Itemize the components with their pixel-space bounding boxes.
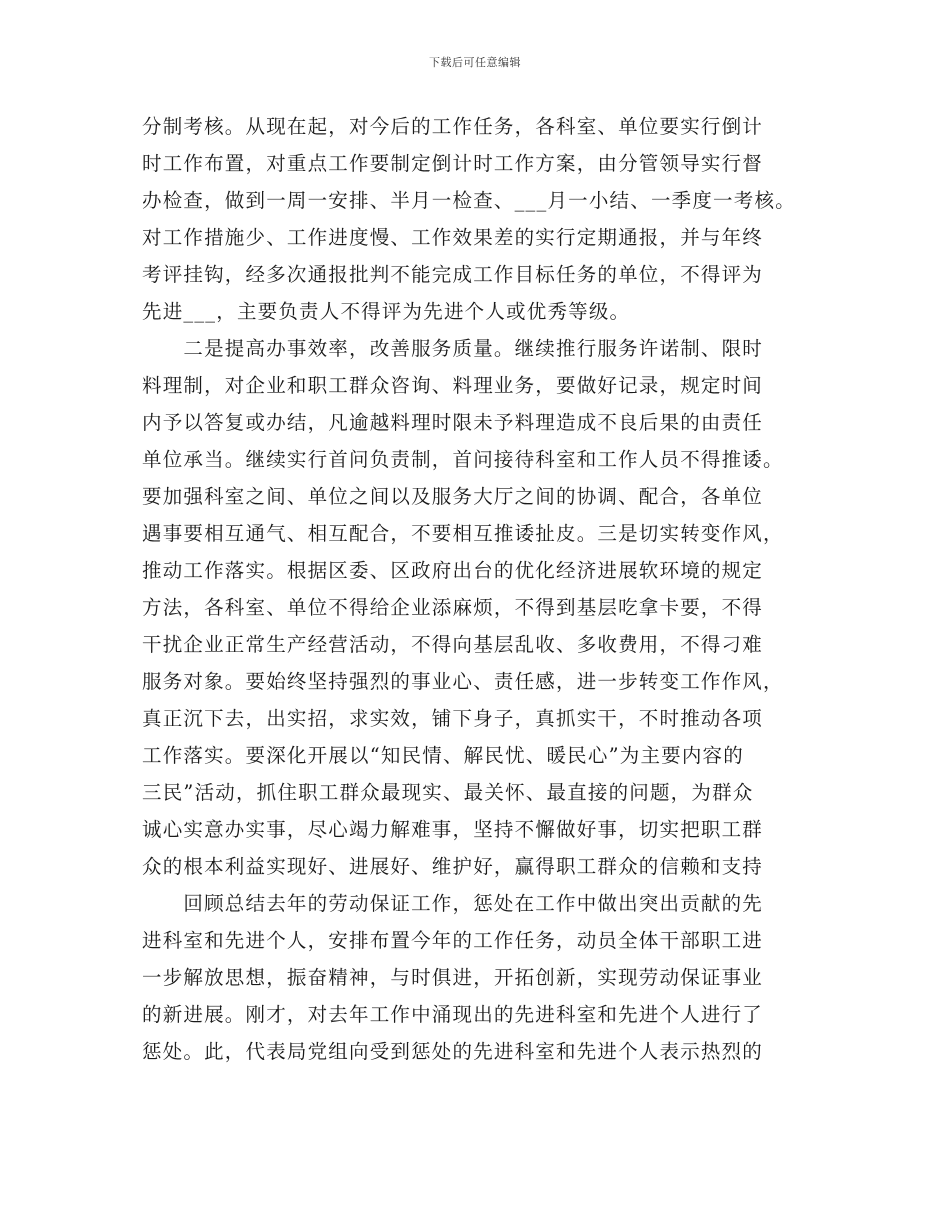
text-line: 工作落实。要深化开展以“知民情、解民忧、暖民心”为主要内容的 (142, 744, 744, 767)
text-line: 方法，各科室、单位不得给企业添麻烦，不得到基层吃拿卡要，不得 (142, 596, 764, 619)
text-line: 对工作措施少、工作进度慢、工作效果差的实行定期通报，并与年终 (142, 226, 764, 249)
text-line: 进科室和先进个人，安排布置今年的工作任务，动员全体干部职工进 (142, 929, 764, 952)
text-line: 要加强科室之间、单位之间以及服务大厅之间的协调、配合，各单位 (142, 485, 764, 508)
text-line: 时工作布置，对重点工作要制定倒计时工作方案，由分管领导实行督 (142, 152, 764, 175)
text-line: 二是提高办事效率，改善服务质量。继续推行服务许诺制、限时 (142, 337, 764, 360)
text-line: 内予以答复或办结，凡逾越料理时限未予料理造成不良后果的由责任 (142, 411, 764, 434)
text-line: 分制考核。从现在起，对今后的工作任务，各科室、单位要实行倒计 (142, 115, 764, 138)
text-line: 的新进展。刚才，对去年工作中涌现出的先进科室和先进个人进行了 (142, 1003, 764, 1026)
text-line: 办检查，做到一周一安排、半月一检查、___月一小结、一季度一考核。 (142, 189, 796, 212)
page-header: 下载后可任意编辑 (429, 56, 521, 69)
text-line: 一步解放思想，振奋精神，与时俱进，开拓创新，实现劳动保证事业 (142, 966, 764, 989)
text-line: 惩处。此，代表局党组向受到惩处的先进科室和先进个人表示热烈的 (142, 1040, 764, 1063)
document-body (142, 108, 822, 1070)
text-line: 推动工作落实。根据区委、区政府出台的优化经济进展软环境的规定 (142, 559, 764, 582)
text-line: 考评挂钩，经多次通报批判不能完成工作目标任务的单位，不得评为 (142, 263, 764, 286)
text-line: 诚心实意办实事，尽心竭力解难事，坚持不懈做好事，切实把职工群 (142, 818, 764, 841)
text-line: 服务对象。要始终坚持强烈的事业心、责任感，进一步转变工作作风， (142, 670, 784, 693)
text-line: 先进___，主要负责人不得评为先进个人或优秀等级。 (142, 300, 631, 323)
text-line: 料理制，对企业和职工群众咨询、料理业务，要做好记录，规定时间 (142, 374, 764, 397)
text-line: 真正沉下去，出实招，求实效，铺下身子，真抓实干，不时推动各项 (142, 707, 764, 730)
text-line: 众的根本利益实现好、进展好、维护好，赢得职工群众的信赖和支持 (142, 855, 764, 878)
text-line: 三民”活动，抓住职工群众最现实、最关怀、最直接的问题，为群众 (142, 781, 754, 804)
text-line: 遇事要相互通气、相互配合，不要相互推诿扯皮。三是切实转变作风， (142, 522, 784, 545)
text-line: 单位承当。继续实行首问负责制，首问接待科室和工作人员不得推诿。 (142, 448, 784, 471)
text-line: 干扰企业正常生产经营活动，不得向基层乱收、多收费用，不得刁难 (142, 633, 764, 656)
text-line: 回顾总结去年的劳动保证工作，惩处在工作中做出突出贡献的先 (142, 892, 764, 915)
